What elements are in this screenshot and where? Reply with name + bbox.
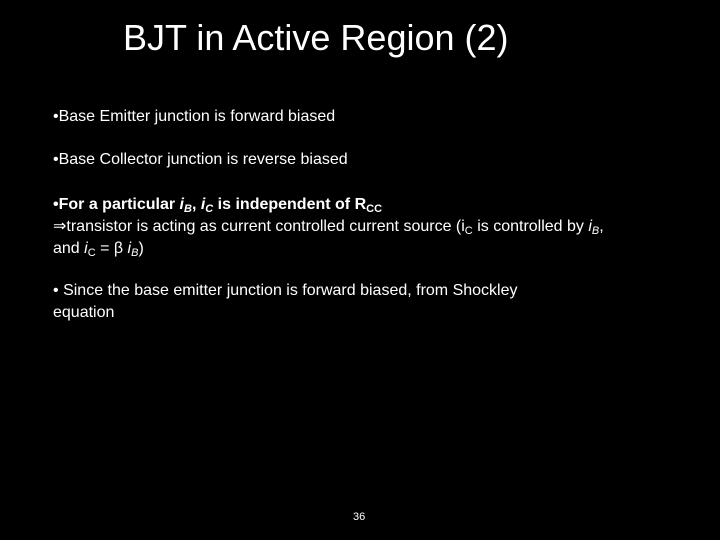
text-segment: is controlled by <box>472 218 589 235</box>
bullet-line-3 <box>53 238 604 260</box>
bullet-current-source <box>53 194 604 260</box>
bullet-text: Base Collector junction is reverse biased <box>58 151 348 168</box>
bullet-marker: • <box>53 282 59 299</box>
slide-title: BJT in Active Region (2) <box>123 17 509 58</box>
subscript: C <box>87 247 96 259</box>
var-i: i <box>588 218 592 235</box>
bullet-marker: • <box>53 151 59 168</box>
implies-symbol: ⇒ <box>53 218 67 235</box>
subscript: C <box>205 203 214 215</box>
text-segment: For a particular <box>58 196 180 213</box>
var-i: i <box>84 240 88 257</box>
text-segment: = <box>95 240 114 257</box>
bullet-line-1 <box>53 280 518 302</box>
text-segment: is independent of R <box>213 196 367 213</box>
page-number: 36 <box>353 511 366 523</box>
text-segment: ) <box>138 240 144 257</box>
subscript: B <box>183 203 192 215</box>
text-segment: , <box>191 196 201 213</box>
var-i: i <box>179 196 184 213</box>
bullet-base-emitter <box>53 106 335 128</box>
subscript: B <box>131 247 139 259</box>
bullet-line-1 <box>53 194 604 216</box>
bullet-marker: • <box>53 196 59 213</box>
text-segment: , <box>599 218 604 235</box>
bullet-line-2 <box>53 216 604 238</box>
subscript: C <box>464 225 473 237</box>
var-i: i <box>200 196 206 213</box>
bullet-marker: • <box>53 108 59 125</box>
bullet-base-collector <box>53 149 348 171</box>
bullet-shockley <box>53 280 518 324</box>
subscript: B <box>591 225 600 237</box>
text-segment: and <box>53 240 85 257</box>
text-segment: transistor is acting as current controlled current source (i <box>66 218 465 235</box>
bullet-line-2: equation <box>53 304 115 321</box>
var-i: i <box>127 240 132 257</box>
subscript: CC <box>366 203 383 215</box>
bullet-text: Base Emitter junction is forward biased <box>58 108 336 125</box>
beta-symbol: β <box>113 240 124 257</box>
text-segment: Since the base emitter junction is forward biased, from Shockley <box>63 282 518 299</box>
